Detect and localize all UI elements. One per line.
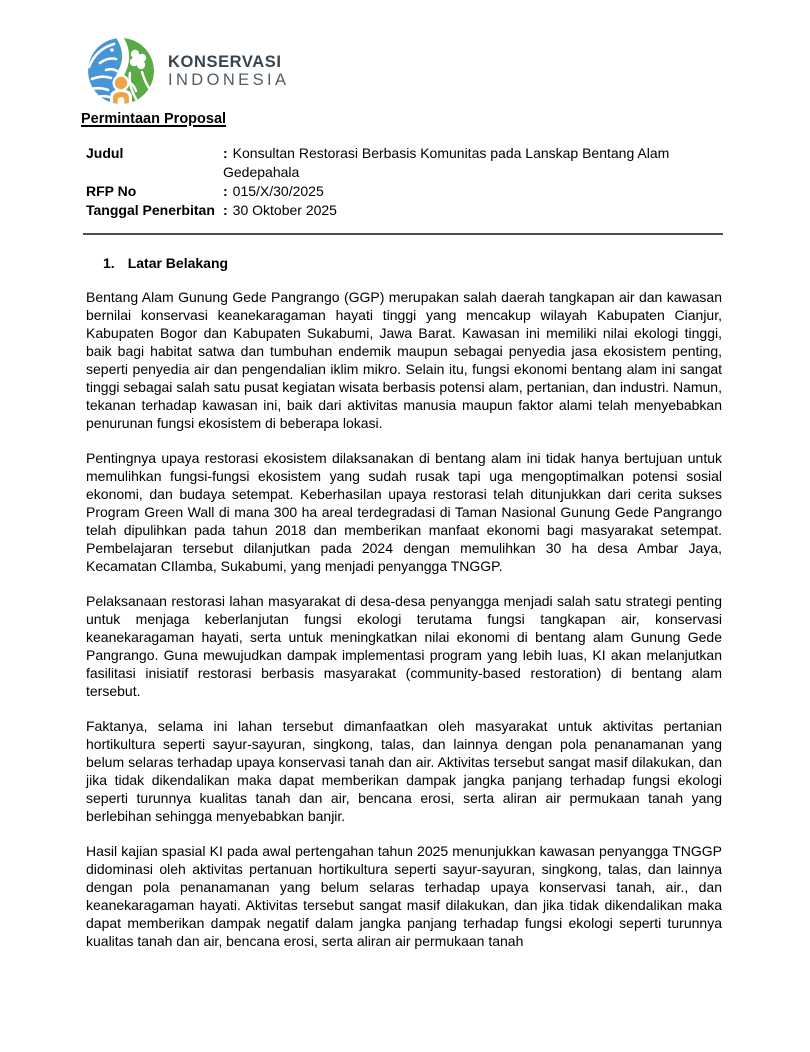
meta-colon: : bbox=[223, 183, 228, 199]
meta-row-tanggal-penerbitan bbox=[86, 201, 722, 220]
logo-mark-icon bbox=[86, 37, 156, 105]
brand-name-line2: INDONESIA bbox=[168, 71, 290, 89]
paragraph-3: Pelaksanaan restorasi lahan masyarakat di desa-desa penyangga menjadi salah satu strategi penting untuk menjaga keberlanjutan fungsi ekologi terutama fungsi tangkapan air, konservasi keanekaragaman hayati, serta untuk meningkatkan nilai ekonomi di bentang alam Gunung Gede Pangrango. Guna mewujudkan dampak implementasi program yang lebih luas, KI akan melanjutkan fasilitasi inisiatif restorasi berbasis masyarakat (community-based restoration) di bentang alam tersebut. bbox=[86, 593, 722, 699]
section-title: Latar Belakang bbox=[127, 255, 229, 271]
meta-label-judul: Judul bbox=[86, 145, 124, 161]
meta-colon: : bbox=[223, 202, 228, 218]
paragraph-2: Pentingnya upaya restorasi ekosistem dilaksanakan di bentang alam ini tidak hanya bertujuan untuk memulihkan fungsi-fungsi ekosistem yang sudah rusak tapi uga mengoptimalkan potensi sosial ekonomi, dan budaya setempat. Keberhasilan upaya restorasi telah ditunjukkan dari cerita sukses Program Green Wall di mana 300 ha areal terdegradasi di Taman Nasional Gunung Gede Pangrango telah dipulihkan pada tahun 2018 dan memberikan manfaat ekonomi bagi masyarakat setempat. Pembelajaran tersebut dilanjutkan pada 2024 dengan memulihkan 30 ha desa Ambar Jaya, Kecamatan CIlamba, Sukabumi, yang menjadi penyangga TNGGP. bbox=[86, 450, 722, 574]
meta-colon: : bbox=[223, 145, 228, 161]
section-heading-latar-belakang bbox=[86, 255, 722, 271]
meta-row-judul bbox=[86, 144, 722, 182]
meta-value-tanggal-penerbitan bbox=[223, 201, 722, 220]
brand-name bbox=[168, 53, 289, 90]
document-heading: Permintaan Proposal bbox=[81, 111, 227, 127]
meta-value-judul bbox=[223, 144, 722, 182]
document-content bbox=[81, 0, 722, 950]
meta-section bbox=[86, 144, 722, 220]
divider bbox=[83, 233, 723, 235]
paragraph-4: Faktanya, selama ini lahan tersebut dimanfaatkan oleh masyarakat untuk aktivitas pertanian hortikultura seperti sayur-sayuran, singkong, talas, dan lainnya dengan pola penanamanan yang belum selaras terhadap upaya konservasi tanah dan air. Aktivitas tersebut sangat masif dilakukan, dan jika tidak dikendalikan maka dapat memberikan dampak jangka panjang terhadap fungsi ekologi seperti turunnya kualitas tanah dan air, bencana erosi, serta aliran air permukaan tanah yang berlebihan sehingga menyebabkan banjir. bbox=[86, 718, 722, 824]
meta-value-text: 015/X/30/2025 bbox=[232, 183, 324, 199]
meta-label-rfp-no: RFP No bbox=[86, 183, 137, 199]
meta-row-rfp-no bbox=[86, 182, 722, 201]
meta-value-rfp-no bbox=[223, 182, 722, 201]
meta-label-tanggal-penerbitan: Tanggal Penerbitan bbox=[86, 202, 215, 218]
brand-name-line1: KONSERVASI bbox=[168, 52, 282, 71]
meta-value-text: 30 Oktober 2025 bbox=[232, 202, 337, 218]
paragraph-1: Bentang Alam Gunung Gede Pangrango (GGP) merupakan salah daerah tangkapan air dan kawasan bernilai konservasi keanekaragaman hayati tinggi yang mencakup wilayah Kabupaten Cianjur, Kabupaten Bogor dan Kabupaten Sukabumi, Jawa Barat. Kawasan ini memiliki nilai ekologi tinggi, baik bagi habitat satwa dan tumbuhan endemik maupun sebagai penyedia jasa ekosistem penting, seperti penyedia air dan pengendalian iklim mikro. Selain itu, fungsi ekonomi bentang alam ini sangat tinggi sebagai salah satu pusat kegiatan wisata berbasis potensi alam, pertanian, dan industri. Namun, tekanan terhadap kawasan ini, baik dari aktivitas manusia maupun faktor alami telah menyebabkan penurunan fungsi ekosistem di beberapa lokasi. bbox=[86, 289, 722, 431]
meta-value-text: Konsultan Restorasi Berbasis Komunitas pada Lanskap Bentang Alam Gedepahala bbox=[223, 145, 670, 180]
paragraph-5: Hasil kajian spasial KI pada awal pertengahan tahun 2025 menunjukkan kawasan penyangga TNGGP didominasi oleh aktivitas pertanuan hortikultura seperti sayur-sayuran, singkong, talas, dan lainnya dengan pola penanamanan yang belum selaras terhadap upaya konservasi tanah, air., dan keanekaragaman hayati. Aktivitas tersebut sangat masif dilakukan, dan jika tidak dikendalikan maka dapat memberikan dampak negatif dalam jangka panjang terhadap fungsi ekologi seperti turunnya kualitas tanah dan air, bencana erosi, serta aliran air permukaan tanah bbox=[86, 843, 722, 949]
section-number: 1. bbox=[103, 255, 115, 271]
konservasi-indonesia-logo bbox=[86, 37, 722, 105]
